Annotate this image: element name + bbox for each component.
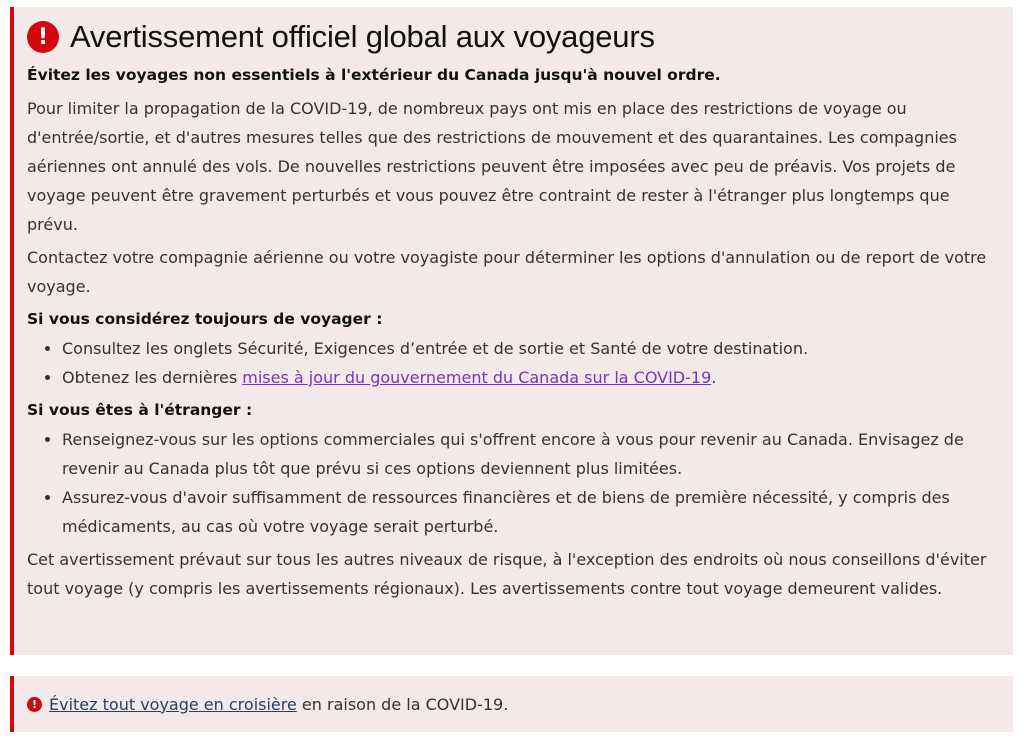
list-item-prefix: Obtenez les dernières	[62, 368, 243, 387]
abroad-list	[27, 425, 999, 541]
covid-updates-link[interactable]: mises à jour du gouvernement du Canada sur la COVID-19	[242, 368, 712, 387]
cruise-advisory-alert	[10, 676, 1013, 732]
list-item: • Renseignez-vous sur les options commerciales qui s'offrent encore à vous pour revenir au Canada. Envisagez de revenir au Canada plus tôt que prévu si ces options deviennent plus limitées.	[62, 425, 999, 483]
alert-lead: Évitez les voyages non essentiels à l'extérieur du Canada jusqu'à nouvel ordre.	[27, 66, 721, 84]
global-travel-advisory-alert	[10, 7, 1013, 655]
list-item: • Consultez les onglets Sécurité, Exigences d’entrée et de sortie et Santé de votre destination.	[62, 334, 999, 363]
alert-title: Avertissement officiel global aux voyageurs	[70, 19, 655, 54]
exclamation-circle-icon: !	[27, 21, 59, 53]
section-heading-still-travelling: Si vous considérez toujours de voyager :	[27, 310, 383, 328]
alert-footer-note: Cet avertissement prévaut sur tous les autres niveaux de risque, à l'exception des endroits où nous conseillons d'éviter tout voyage (y compris les avertissements régionaux). Les avertissements contre tout voyage demeurent valides.	[27, 550, 987, 598]
cruise-advisory-text	[49, 690, 508, 719]
list-item	[62, 363, 999, 392]
avoid-cruise-link[interactable]: Évitez tout voyage en croisière	[49, 694, 297, 714]
exclamation-circle-icon: !	[27, 697, 42, 712]
list-item-suffix: .	[711, 368, 717, 387]
section-heading-abroad: Si vous êtes à l'étranger :	[27, 401, 253, 419]
still-travelling-list	[27, 334, 999, 392]
alert-paragraph-contact: Contactez votre compagnie aérienne ou votre voyagiste pour déterminer les options d'annulation ou de report de votre voyage.	[27, 248, 987, 296]
list-item: • Assurez-vous d'avoir suffisamment de ressources financières et de biens de première nécessité, y compris des médicaments, au cas où votre voyage serait perturbé.	[62, 483, 999, 541]
alert-paragraph-restrictions: Pour limiter la propagation de la COVID-19, de nombreux pays ont mis en place des restrictions de voyage ou d'entrée/sortie, et d'autres mesures telles que des restrictions de mouvement et des quarantaines. Les compagnies aériennes ont annulé des vols. De nouvelles restrictions peuvent être imposées avec peu de préavis. Vos projets de voyage peuvent être gravement perturbés et vous pouvez être contraint de rester à l'étranger plus longtemps que prévu.	[27, 99, 957, 234]
cruise-advisory-suffix: en raison de la COVID-19.	[296, 694, 509, 714]
alert-title-row	[27, 19, 999, 55]
